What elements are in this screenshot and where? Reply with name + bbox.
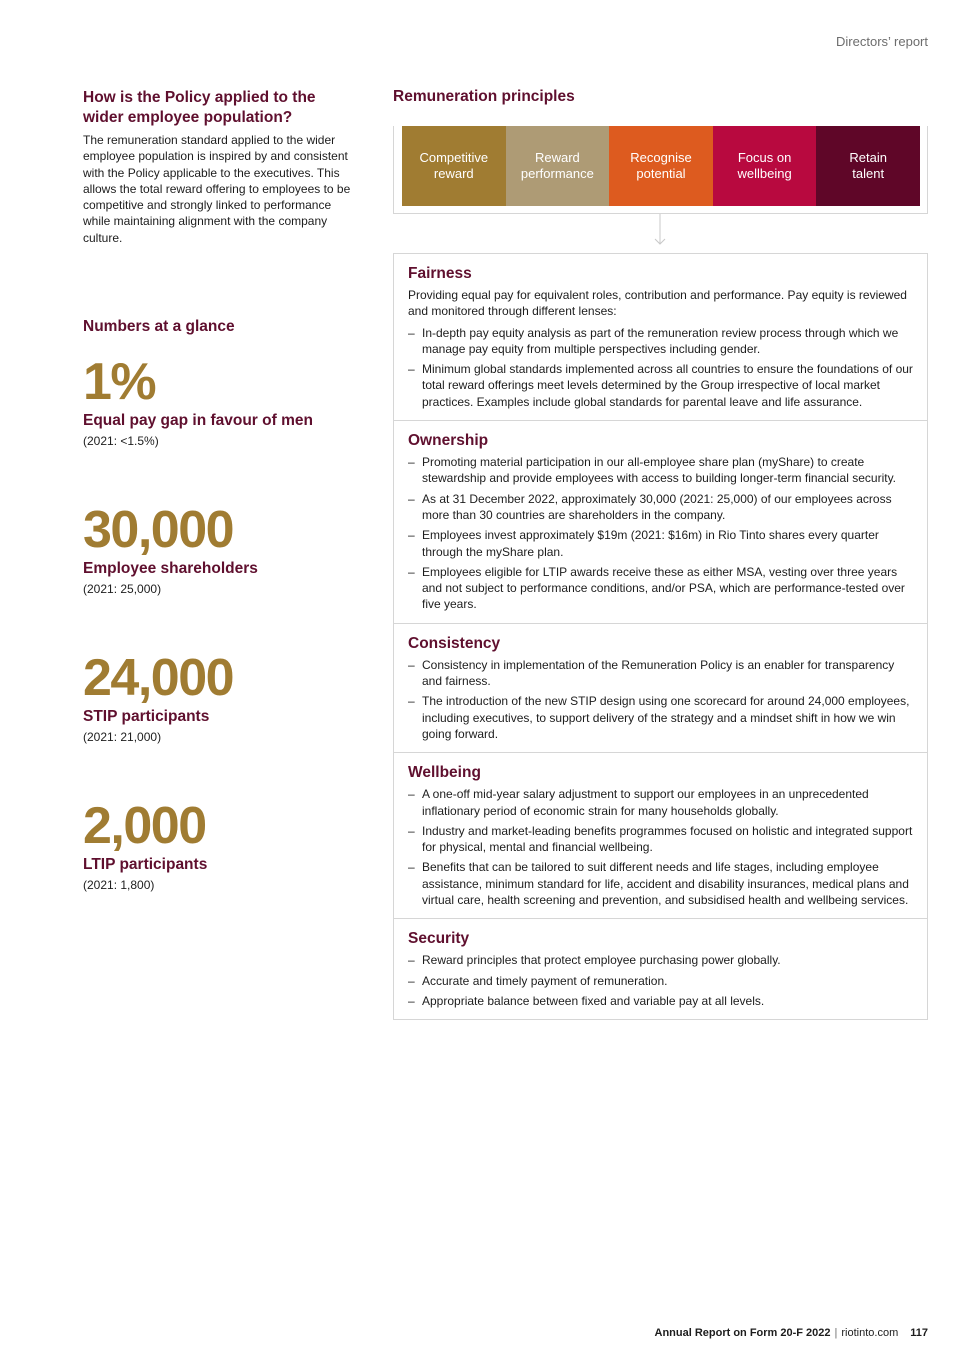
- stat-shareholders: [83, 501, 363, 596]
- bullet-list: [408, 786, 913, 908]
- section-title: Wellbeing: [408, 764, 481, 782]
- pill-focus-on-wellbeing: [713, 126, 817, 206]
- footer-site-link[interactable]: riotinto.com: [841, 1327, 899, 1339]
- stat-label: Equal pay gap in favour of men: [83, 412, 313, 429]
- section-fairness: [394, 254, 927, 420]
- pill-line: Competitive: [419, 149, 489, 165]
- stat-ltip: [83, 797, 363, 892]
- list-item: [408, 564, 913, 613]
- principles-pills: [402, 126, 920, 206]
- list-item: [408, 361, 913, 410]
- stat-label: Employee shareholders: [83, 560, 258, 577]
- footer-separator: |: [834, 1327, 838, 1339]
- glance-title: Numbers at a glance: [83, 318, 235, 335]
- stat-label: STIP participants: [83, 708, 210, 725]
- pill-line: Focus on: [737, 149, 792, 165]
- dash: –: [408, 787, 415, 802]
- policy-body: The remuneration standard applied to the wider employee population is inspired by and consistent with the Policy applicable to the executives. This allows the total reward offering to employees to be competitive and strongly linked to performance while maintaining alignment with the company culture.: [83, 133, 351, 245]
- list-item: [408, 973, 913, 989]
- dash: –: [408, 993, 415, 1008]
- dash: –: [408, 953, 415, 968]
- policy-title: How is the Policy applied to the wider employee population?: [83, 89, 316, 126]
- dash: –: [408, 564, 415, 579]
- list-item: [408, 823, 913, 856]
- bullet-list: [408, 454, 913, 613]
- section-title: Security: [408, 930, 470, 948]
- pill-line: potential: [636, 166, 686, 181]
- list-item: [408, 325, 913, 358]
- stat-previous: (2021: 1,800): [83, 878, 155, 892]
- list-item: [408, 491, 913, 524]
- pill-retain-talent: [816, 126, 920, 206]
- bullet-list: [408, 657, 913, 742]
- dash: –: [408, 528, 415, 543]
- section-wellbeing: [394, 752, 927, 918]
- dash: –: [408, 694, 415, 709]
- stat-previous: (2021: <1.5%): [83, 434, 159, 448]
- pill-competitive-reward: [402, 126, 506, 206]
- pill-reward-performance: [506, 126, 610, 206]
- list-item: [408, 527, 913, 560]
- dash: –: [408, 491, 415, 506]
- bullet-text: Accurate and timely payment of remuneration.: [422, 973, 668, 988]
- section-intro: Providing equal pay for equivalent roles, contribution and performance. Pay equity is reviewed and monitored through different lenses:: [408, 288, 907, 319]
- dash: –: [408, 973, 415, 988]
- dash: –: [408, 823, 415, 838]
- pill-line: Reward: [534, 149, 580, 165]
- stat-previous: (2021: 25,000): [83, 582, 162, 596]
- stat-previous: (2021: 21,000): [83, 730, 162, 744]
- arrow-down-icon: [652, 214, 668, 248]
- section-title: Fairness: [408, 265, 472, 282]
- dash: –: [408, 860, 415, 875]
- pill-line: reward: [433, 166, 474, 181]
- list-item: [408, 993, 913, 1009]
- stat-stip: [83, 649, 363, 744]
- list-item: [408, 657, 913, 690]
- pill-line: talent: [852, 166, 885, 181]
- bullet-text: Reward principles that protect employee purchasing power globally.: [422, 953, 781, 968]
- list-item: [408, 952, 913, 968]
- bullet-text: A one-off mid-year salary adjustment to support our employees in an unprecedented inflationary period of economic strain for many households globally.: [422, 787, 869, 818]
- bullet-text: The introduction of the new STIP design using one scorecard for around 24,000 employees, including executives, to support delivery of the strategy and a mindset shift in how we win going forward.: [422, 694, 910, 741]
- list-item: [408, 786, 913, 819]
- principles-title: Remuneration principles: [393, 88, 575, 105]
- bullet-text: Industry and market-leading benefits programmes focused on holistic and integrated support for physical, mental and financial wellbeing.: [422, 823, 913, 855]
- dash: –: [408, 362, 415, 377]
- bullet-text: Employees eligible for LTIP awards receive these as either MSA, vesting over three years and not subject to performance conditions, and/or PSA, which are performance-tested over five years.: [422, 564, 905, 612]
- stat-pay-gap: [83, 353, 363, 448]
- stat-value: 2,000: [83, 797, 206, 855]
- stat-label: LTIP participants: [83, 856, 208, 873]
- bullet-text: Employees invest approximately $19m (2021: $16m) in Rio Tinto shares every quarter through the myShare plan.: [422, 528, 879, 559]
- bullet-text: Appropriate balance between fixed and variable pay at all levels.: [422, 993, 765, 1008]
- page-footer: [655, 1327, 929, 1339]
- pill-line: performance: [520, 166, 594, 181]
- pill-line: wellbeing: [737, 166, 792, 181]
- page-number: 117: [910, 1327, 928, 1339]
- section-header: Directors’ report: [836, 34, 928, 49]
- section-security: [394, 918, 927, 1019]
- bullet-text: Minimum global standards implemented across all countries to ensure the foundations of our total reward offerings meet levels determined by the Group irrespective of local market practices. Examples include global standards for parental leave and life assurance.: [422, 362, 913, 409]
- policy-block: [83, 88, 355, 246]
- footer-report-title: Annual Report on Form 20-F 2022: [654, 1327, 831, 1339]
- section-title: Consistency: [408, 634, 501, 652]
- section-ownership: [394, 420, 927, 623]
- bullet-text: Promoting material participation in our all-employee share plan (myShare) to create stewardship and provide employees with access to building longer-term financial security.: [422, 455, 897, 486]
- list-item: [408, 454, 913, 487]
- principles-panel: [393, 253, 928, 1020]
- list-item: [408, 693, 913, 742]
- pill-line: Recognise: [630, 149, 692, 165]
- dash: –: [408, 325, 415, 340]
- bullet-text: In-depth pay equity analysis as part of the remuneration review process through which we manage pay equity from multiple perspectives including gender.: [422, 325, 899, 356]
- stat-value: 1%: [83, 353, 156, 411]
- bullet-text: Benefits that can be tailored to suit different needs and life stages, including employee assistance, minimum standard for life, accident and disability insurances, medical plans and virtual care, health screening and prevention, and subsidised health and wellbeing services.: [422, 860, 909, 908]
- section-title: Ownership: [408, 432, 489, 450]
- bullet-text: As at 31 December 2022, approximately 30,000 (2021: 25,000) of our employees across more than 30 countries are shareholders in the company.: [422, 491, 892, 522]
- stat-value: 30,000: [83, 501, 234, 559]
- dash: –: [408, 455, 415, 470]
- pill-recognise-potential: [609, 126, 713, 206]
- stat-value: 24,000: [83, 649, 234, 707]
- list-item: [408, 859, 913, 908]
- bullet-text: Consistency in implementation of the Remuneration Policy is an enabler for transparency and fairness.: [422, 657, 895, 689]
- bullet-list: [408, 952, 913, 1009]
- section-consistency: [394, 623, 927, 752]
- pill-line: Retain: [849, 149, 887, 165]
- dash: –: [408, 657, 415, 672]
- bullet-list: [408, 325, 913, 410]
